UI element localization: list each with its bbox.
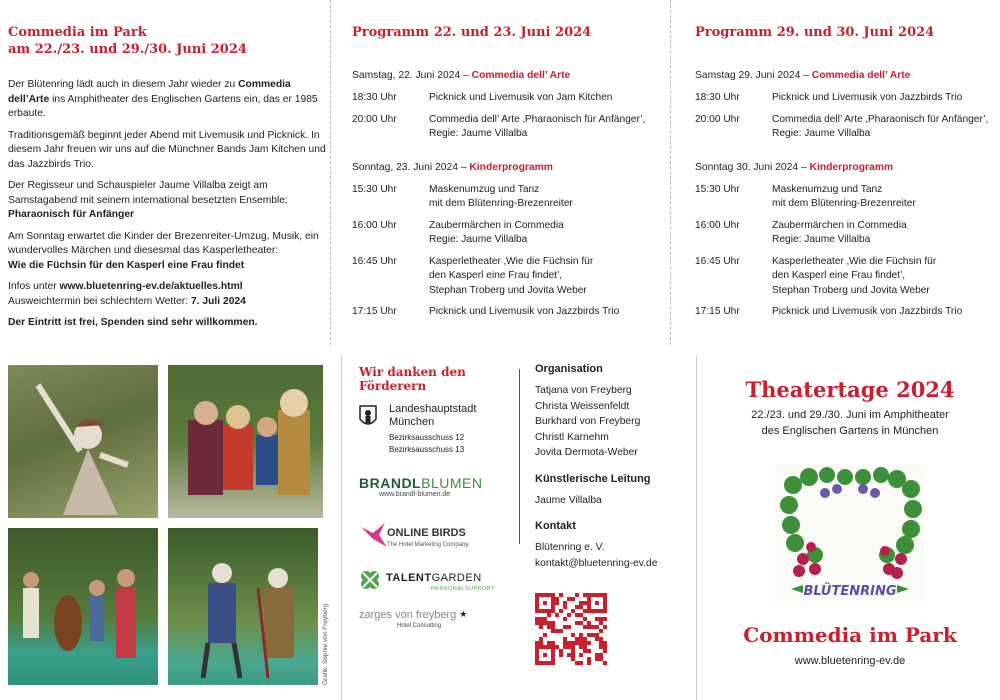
organisation-member: Jovita Dermota-Weber bbox=[535, 447, 638, 458]
organisation-member: Christl Karnehm bbox=[535, 431, 609, 443]
photo-credit: Grafik: Sophie von Freyberg bbox=[322, 603, 329, 685]
sponsors-panel bbox=[342, 355, 517, 700]
photo-actors-stage bbox=[168, 528, 318, 685]
intro-paragraph-5: Infos unter www.bluetenring-ev.de/aktuelles.html Ausweichtermin bei schlechtem Wetter: 7. Juli 2024 bbox=[8, 281, 246, 307]
cover-subtitle-2: des Englischen Gartens in München bbox=[761, 425, 939, 437]
program-row bbox=[352, 219, 670, 248]
program-description: Kasperletheater ‚Wie die Füchsin für den Kasperl eine Frau findet’, Stephan Troberg und Jovita Weber bbox=[772, 255, 937, 296]
organisation-panel bbox=[519, 355, 684, 700]
program-row bbox=[695, 113, 1000, 142]
sponsors-title: Wir danken den Förderern bbox=[359, 365, 466, 393]
talent-clover-icon bbox=[359, 569, 381, 591]
program-2-sunday-heading: Sonntag 30. Juni 2024 – Kinderprogramm bbox=[695, 161, 894, 173]
program-description: Picknick und Livemusik von Jazzbirds Trio bbox=[772, 92, 963, 103]
artistic-direction-heading: Künstlerische Leitung bbox=[535, 472, 651, 485]
program-1-title: Programm 22. und 23. Juni 2024 bbox=[352, 25, 592, 40]
program-time: 15:30 Uhr bbox=[352, 183, 397, 195]
program-time: 18:30 Uhr bbox=[352, 92, 397, 103]
program-row bbox=[695, 255, 1000, 299]
program-time: 20:00 Uhr bbox=[352, 113, 397, 125]
program-row bbox=[695, 183, 1000, 212]
program-description: Commedia dell’ Arte ‚Pharaonisch für Anfänger’, Regie: Jaume Villalba bbox=[772, 113, 989, 139]
program-description: Zaubermärchen in Commedia Regie: Jaume Villalba bbox=[772, 219, 907, 245]
svg-text:BLÜTENRING: BLÜTENRING bbox=[803, 584, 897, 599]
intro-paragraph-3: Der Regisseur und Schauspieler Jaume Villalba zeigt am Samstagabend mit seinem international besetzten Ensemble: Pharaonisch für Anfänger bbox=[8, 180, 288, 220]
intro-paragraph-4: Am Sonntag erwartet die Kinder der Brezenreiter-Umzug, Musik, ein wundervolles Märchen und diesesmal das Kasperletheater: Wie die Füchsin für den Kasperl eine Frau findet bbox=[8, 230, 319, 271]
program-1-saturday-heading: Samstag, 22. Juni 2024 – Commedia dell’ Arte bbox=[352, 70, 571, 81]
munich-logo: Landeshauptstadt München Bezirksausschuss 12 Bezirksausschuss 13 bbox=[359, 403, 509, 463]
program-panel-1 bbox=[330, 0, 670, 345]
cover-url[interactable]: www.bluetenring-ev.de bbox=[794, 655, 906, 667]
program-2-title: Programm 29. und 30. Juni 2024 bbox=[695, 25, 935, 40]
program-time: 17:15 Uhr bbox=[352, 306, 397, 317]
program-panel-2 bbox=[670, 0, 1000, 345]
program-description: Maskenumzug und Tanz mit dem Blütenring-Brezenreiter bbox=[772, 183, 916, 209]
photo-band-playing bbox=[8, 528, 158, 685]
program-description: Picknick und Livemusik von Jazzbirds Trio bbox=[429, 306, 620, 317]
star-icon: ★ bbox=[459, 609, 468, 619]
qr-code-icon[interactable] bbox=[535, 593, 607, 665]
zarges-logo: zarges von freyberg ★ Hotel Consulting bbox=[359, 609, 468, 629]
program-time: 16:45 Uhr bbox=[695, 255, 740, 267]
program-time: 16:00 Uhr bbox=[695, 219, 740, 231]
program-description: Picknick und Livemusik von Jazzbirds Trio bbox=[772, 306, 963, 317]
intro-paragraph-2: Traditionsgemäß beginnt jeder Abend mit Livemusik und Picknick. In diesem Jahr freuen wir uns auf die Münchner Bands Jam Kitchen und das Jazzbirds Trio. bbox=[8, 129, 326, 170]
program-description: Kasperletheater ‚Wie die Füchsin für den Kasperl eine Frau findet’, Stephan Troberg und Jovita Weber bbox=[429, 255, 594, 296]
program-row bbox=[695, 91, 1000, 106]
organisation-heading: Organisation bbox=[535, 363, 603, 375]
intro-panel bbox=[0, 0, 330, 345]
organisation-member: Christa Weissenfeldt bbox=[535, 400, 630, 412]
cover-subtitle-1: 22./23. und 29./30. Juni im Amphitheater bbox=[751, 409, 949, 421]
program-description: Maskenumzug und Tanz mit dem Blütenring-Brezenreiter bbox=[429, 183, 573, 209]
program-row bbox=[352, 91, 670, 106]
online-birds-logo: ONLINE BIRDS The Hotel Marketing Company. bbox=[359, 517, 509, 557]
organisation-member: Burkhard von Freyberg bbox=[535, 416, 641, 427]
organisation-member: Tatjana von Freyberg bbox=[535, 385, 632, 396]
program-row bbox=[352, 183, 670, 212]
program-2-saturday-heading: Samstag 29. Juni 2024 – Commedia dell’ Arte bbox=[695, 70, 911, 81]
program-description: Picknick und Livemusik von Jam Kitchen bbox=[429, 92, 613, 103]
program-row bbox=[352, 255, 670, 299]
munich-coat-icon bbox=[359, 405, 377, 429]
program-row bbox=[695, 305, 1000, 320]
info-link[interactable]: www.bluetenring-ev.de/aktuelles.html bbox=[59, 281, 243, 292]
program-time: 16:45 Uhr bbox=[352, 255, 397, 267]
photo-actress-dancing bbox=[8, 365, 158, 518]
talentgarden-logo: TALENTGARDEN PERSONALSUPPORT bbox=[359, 569, 509, 599]
org-divider bbox=[519, 369, 520, 544]
program-row bbox=[695, 219, 1000, 248]
program-time: 18:30 Uhr bbox=[695, 92, 740, 103]
intro-paragraph-1: Der Blütenring lädt auch in diesem Jahr wieder zu Commedia dell’Arte ins Amphitheater des Englischen Gartens ein, das er 1985 erbaute. bbox=[8, 79, 318, 119]
program-1-sunday-heading: Sonntag, 23. Juni 2024 – Kinderprogramm bbox=[352, 161, 553, 173]
program-time: 16:00 Uhr bbox=[352, 219, 397, 231]
contact-heading: Kontakt bbox=[535, 520, 576, 532]
program-time: 20:00 Uhr bbox=[695, 113, 740, 125]
intro-title-line1: Commedia im Park bbox=[8, 25, 147, 40]
artistic-director: Jaume Villalba bbox=[535, 494, 602, 506]
intro-paragraph-6: Der Eintritt ist frei, Spenden sind sehr willkommen. bbox=[8, 317, 258, 328]
brandl-blumen-logo: BRANDLBLUMEN www.brandl-blumen.de bbox=[359, 475, 483, 498]
organisation-list bbox=[535, 383, 685, 461]
program-row bbox=[352, 305, 670, 320]
program-time: 15:30 Uhr bbox=[695, 183, 740, 195]
bluetenring-logo bbox=[775, 465, 925, 605]
program-time: 17:15 Uhr bbox=[695, 306, 740, 317]
intro-title-line2: am 22./23. und 29./30. Juni 2024 bbox=[8, 42, 247, 57]
photo-grid bbox=[0, 355, 330, 700]
cover-panel bbox=[700, 355, 1000, 700]
cover-bottom-title: Commedia im Park bbox=[743, 623, 957, 647]
program-description: Commedia dell’ Arte ‚Pharaonisch für Anfänger’, Regie: Jaume Villalba bbox=[429, 113, 646, 139]
program-row bbox=[352, 113, 670, 142]
program-description: Zaubermärchen in Commedia Regie: Jaume Villalba bbox=[429, 219, 564, 245]
fold-line-4 bbox=[696, 355, 697, 700]
contact-org: Blütenring e. V. bbox=[535, 542, 605, 553]
cover-title: Theatertage 2024 bbox=[745, 377, 955, 402]
contact-email[interactable]: kontakt@bluetenring-ev.de bbox=[535, 557, 658, 569]
hummingbird-icon bbox=[359, 517, 389, 551]
photo-parade-masks bbox=[168, 365, 323, 518]
